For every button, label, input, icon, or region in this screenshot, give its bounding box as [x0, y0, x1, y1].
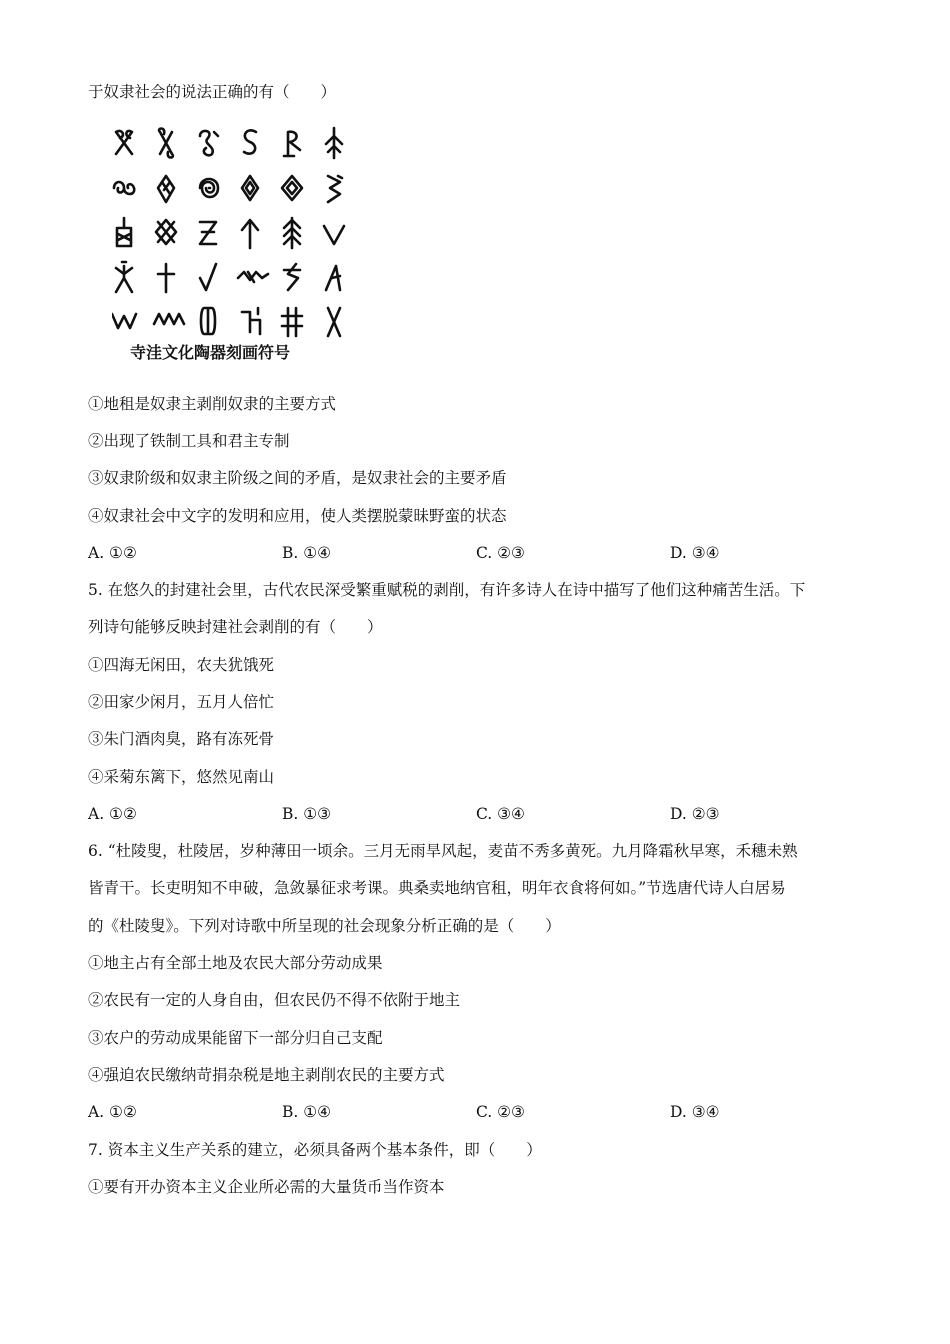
symbol-icon [116, 131, 132, 154]
q6-stem-line-3: 的《杜陵叟》。下列对诗歌中所呈现的社会现象分析正确的是（ ） [88, 917, 561, 935]
q6-option-a[interactable]: A. ①② [88, 1103, 137, 1121]
symbol-icon [328, 176, 342, 202]
symbol-icon [200, 264, 216, 290]
q5-option-c[interactable]: C. ③④ [476, 805, 525, 823]
q4-option-c[interactable]: C. ②③ [476, 544, 525, 562]
symbol-icon [326, 128, 342, 158]
q5-statement-3: ③朱门酒肉臭，路有冻死骨 [88, 730, 275, 748]
q6-stem-line-2: 皆青干。长吏明知不申破，急敛暴征求考课。典桑卖地纳官租，明年衣食将何如。”节选唐代诗人白居易 [88, 879, 786, 897]
q6-statement-3: ③农户的劳动成果能留下一部分归自己支配 [88, 1029, 383, 1047]
symbol-icon [284, 264, 300, 290]
q5-option-b[interactable]: B. ①③ [282, 805, 332, 823]
q4-statement-4: ④奴隶社会中文字的发明和应用，使人类摆脱蒙昧野蛮的状态 [88, 507, 507, 525]
symbol-icon [117, 218, 131, 246]
q4-option-d[interactable]: D. ③④ [670, 544, 720, 562]
symbol-icon [159, 129, 173, 158]
q4-statement-2: ②出现了铁制工具和君主专制 [88, 432, 290, 450]
q4-stem-tail: 于奴隶社会的说法正确的有（ ） [88, 83, 337, 101]
symbol-icon [201, 308, 215, 334]
q6-option-d[interactable]: D. ③④ [670, 1103, 720, 1121]
q5-statement-4: ④采菊东篱下，悠然见南山 [88, 768, 275, 786]
symbol-icon [116, 262, 132, 292]
figure-caption: 寺洼文化陶器刻画符号 [130, 343, 291, 362]
q7-statement-1: ①要有开办资本主义企业所必需的大量货币当作资本 [88, 1178, 445, 1196]
symbol-icon [326, 266, 340, 290]
symbol-icon [282, 176, 302, 200]
q5-options [88, 804, 888, 824]
symbol-icon [238, 272, 268, 282]
q6-statement-4: ④强迫农民缴纳苛捐杂税是地主剥削农民的主要方式 [88, 1066, 445, 1084]
q6-statement-1: ①地主占有全部土地及农民大部分劳动成果 [88, 954, 383, 972]
symbol-icon [242, 176, 258, 200]
symbol-icon [242, 308, 260, 334]
q6-option-c[interactable]: C. ②③ [476, 1103, 525, 1121]
q5-option-d[interactable]: D. ②③ [670, 805, 720, 823]
symbol-icon [284, 132, 300, 156]
q4-statement-1: ①地租是奴隶主剥削奴隶的主要方式 [88, 395, 337, 413]
symbol-icon [244, 130, 256, 153]
q4-option-b[interactable]: B. ①④ [282, 544, 332, 562]
q6-option-b[interactable]: B. ①④ [282, 1103, 332, 1121]
pottery-symbols-svg [112, 120, 352, 340]
q5-statement-1: ①四海无闲田，农夫犹饿死 [88, 656, 275, 674]
q6-stem-line-1: 6. “杜陵叟，杜陵居，岁种薄田一顷余。三月无雨旱风起，麦苗不秀多黄死。九月降霜秋早寒，禾穗未熟 [88, 842, 798, 860]
q5-stem-line-1: 5. 在悠久的封建社会里，古代农民深受繁重赋税的剥削，有许多诗人在诗中描写了他们这种痛苦生活。下 [88, 581, 806, 599]
symbol-icon [282, 308, 302, 336]
symbol-icon [200, 131, 218, 155]
q6-statement-2: ②农民有一定的人身自由，但农民仍不得不依附于地主 [88, 991, 461, 1009]
symbol-icon [324, 226, 344, 244]
symbol-icon [328, 308, 340, 336]
symbol-icon [158, 176, 174, 202]
q5-option-a[interactable]: A. ①② [88, 805, 137, 823]
symbol-icon [242, 220, 258, 248]
q4-options [88, 543, 888, 563]
q4-statement-3: ③奴隶阶级和奴隶主阶级之间的矛盾，是奴隶社会的主要矛盾 [88, 469, 507, 487]
symbol-icon [158, 264, 174, 292]
symbol-icon [112, 314, 136, 328]
symbol-icon [284, 218, 300, 248]
symbol-icon [156, 220, 176, 244]
symbol-icon [154, 314, 184, 324]
q4-option-a[interactable]: A. ①② [88, 544, 137, 562]
symbol-icon [200, 222, 216, 244]
symbol-icon [114, 182, 134, 194]
symbol-icon [200, 179, 218, 197]
q5-stem-line-2: 列诗句能够反映封建社会剥削的有（ ） [88, 618, 383, 636]
pottery-symbols-figure [112, 120, 352, 370]
q7-stem-line-1: 7. 资本主义生产关系的建立，必须具备两个基本条件，即（ ） [88, 1141, 542, 1159]
q5-statement-2: ②田家少闲月，五月人倍忙 [88, 693, 275, 711]
q6-options [88, 1102, 888, 1122]
